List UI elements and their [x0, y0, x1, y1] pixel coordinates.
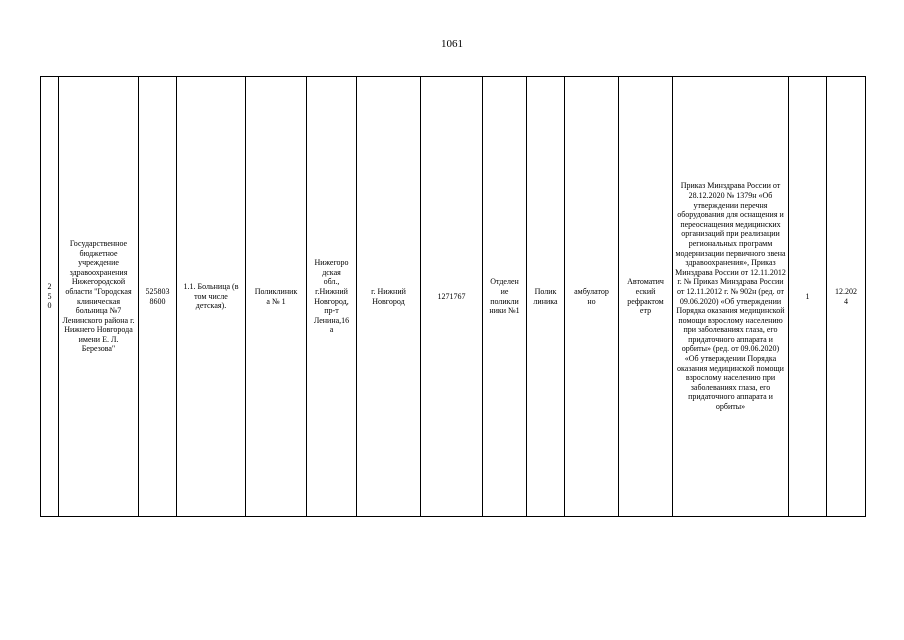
- legal-basis-cell: Приказ Минздрава России от 28.12.2020 № 1379н «Об утверждении перечня оборудования для оснащения и переоснащения медицинских организаций при реализации региональных программ модернизации первичного звена здравоохранения», Приказ Минздрава России от 12.11.2012 г. № Приказ Минздрава России от 12.11.2012 г. № 902н (ред. от 09.06.2020) «Об утверждении Порядка оказания медицинской помощи взрослому населению при заболеваниях глаза, его придаточного аппарата и орбиты» (ред. от 09.06.2020) «Об утверждении Порядка оказания медицинской помощи взрослому населению при заболеваниях глаза, его придаточного аппарата и орбиты»: [673, 77, 789, 517]
- row-number-cell: 2 5 0: [41, 77, 59, 517]
- date-cell: 12.202 4: [827, 77, 866, 517]
- page-number: 1061: [441, 38, 463, 50]
- register-table: [40, 76, 866, 517]
- inn-cell: 525803 8600: [139, 77, 177, 517]
- organization-cell: Государственное бюджетное учреждение здравоохранения Нижегородской области "Городская клиническая больница №7 Ленинского района г. Нижнего Новгорода имени Е. Л. Березова": [59, 77, 139, 517]
- quantity-cell: 1: [789, 77, 827, 517]
- unit-cell: Полик линика: [527, 77, 565, 517]
- care-type-cell: амбулатор но: [565, 77, 619, 517]
- facility-type-cell: 1.1. Больница (в том числе детская).: [177, 77, 246, 517]
- address-cell: Нижегоро дская обл., г.Нижний Новгород, пр-т Ленина,16 а: [307, 77, 357, 517]
- equipment-cell: Автоматич еский рефрактом етр: [619, 77, 673, 517]
- table-row: [41, 77, 866, 517]
- code-cell: 1271767: [421, 77, 483, 517]
- department-cell: Отделен ие поликли ники №1: [483, 77, 527, 517]
- subdivision-cell: Поликлиник а № 1: [246, 77, 307, 517]
- city-cell: г. Нижний Новгород: [357, 77, 421, 517]
